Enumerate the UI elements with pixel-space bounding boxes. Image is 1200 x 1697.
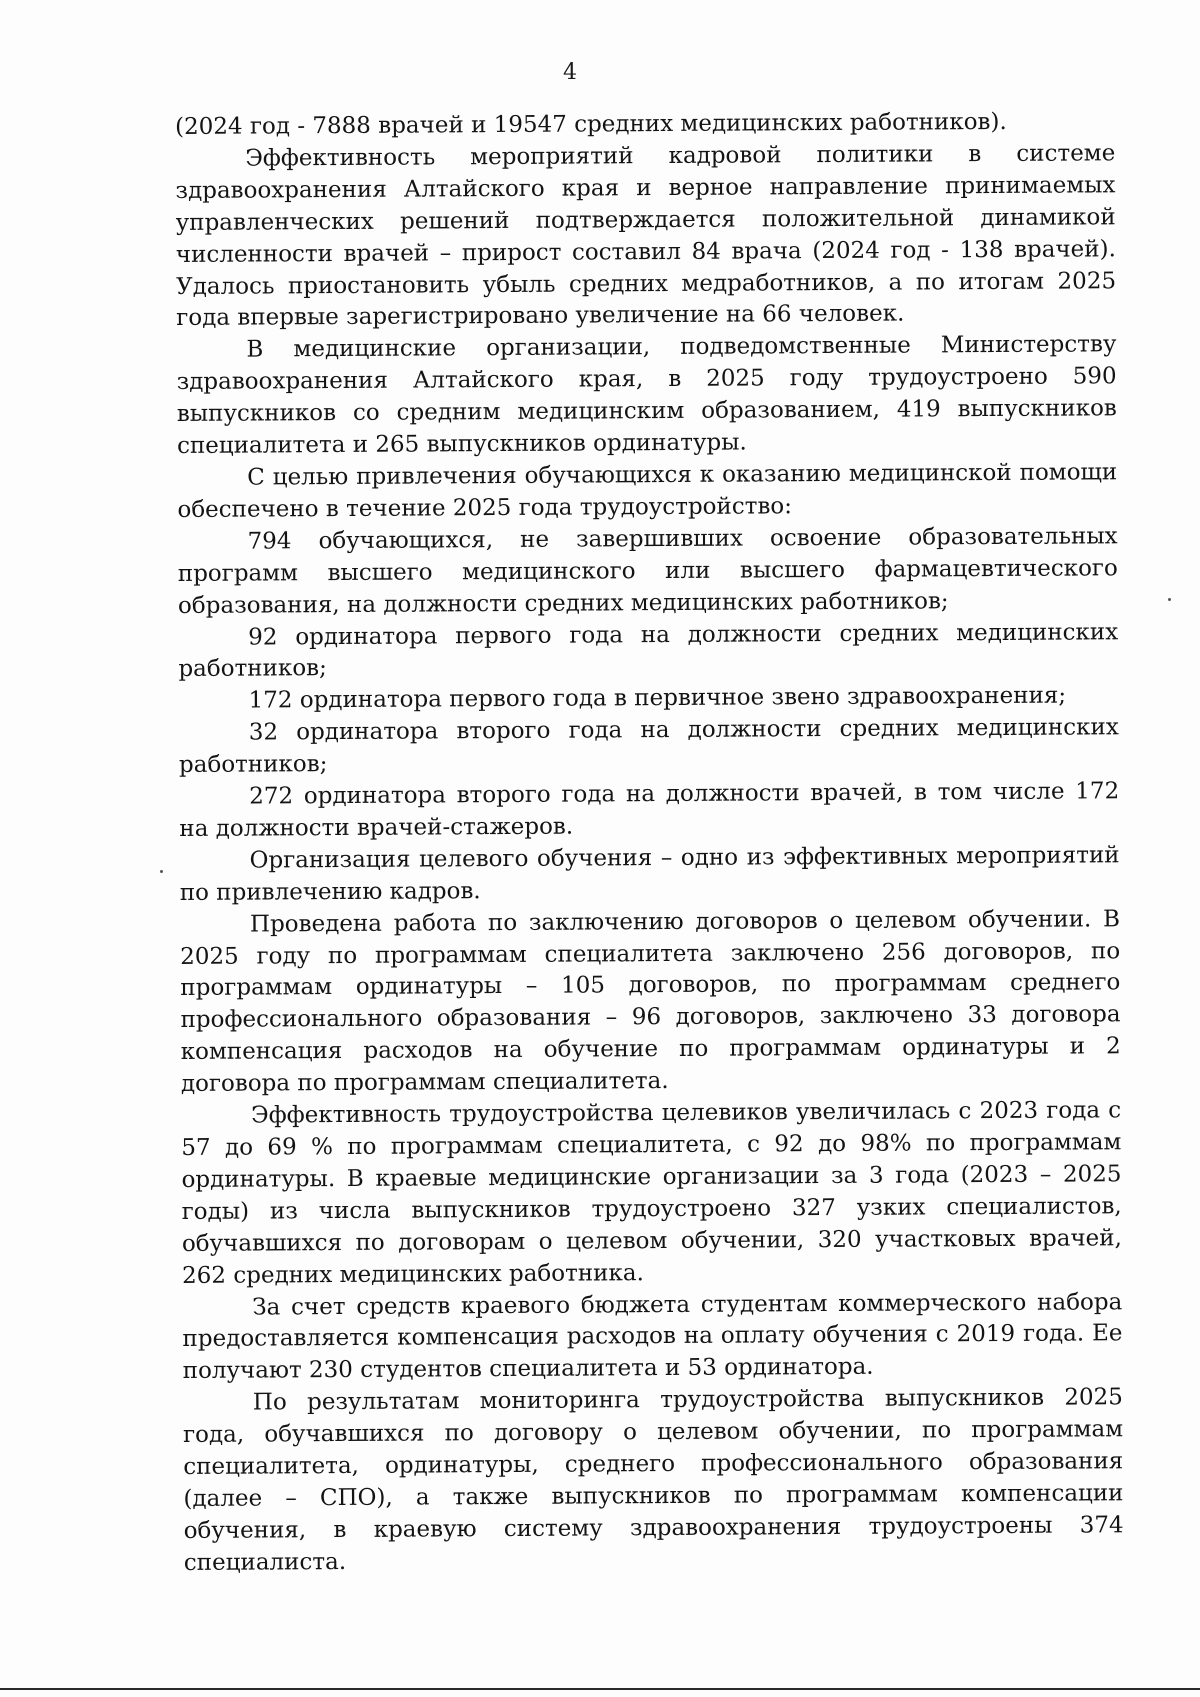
list-item-residents-32: 32 ординатора второго года на должности средних медицинских работников; <box>178 714 1119 779</box>
scan-bottom-edge <box>0 1688 1200 1690</box>
list-item-students-794: 794 обучающихся, не завершивших освоение образовательных программ высшего медицинского или высшего фармацевтического образования, на должности средних медицинских работников; <box>177 523 1118 619</box>
paragraph-staffing-effectiveness: Эффективность мероприятий кадровой политики в системе здравоохранения Алтайского края и верное направление принимаемых управленческих решений подтверждается положительной динамикой численности врачей – прирост составил 84 врача (2024 год - 138 врачей). Удалось приостановить убыль средних медработников, а по итогам 2025 года впервые зарегистрировано увеличение на 66 человек. <box>175 140 1117 332</box>
document-body <box>175 106 1124 1579</box>
page-number: 4 <box>563 60 577 85</box>
paragraph-targeted-contracts: Проведена работа по заключению договоров о целевом обучении. В 2025 году по программам специалитета заключено 256 договоров, по программам ординатуры – 105 договоров, по программам среднего профессионального образования – 96 договоров, заключено 33 договора компенсация расходов на обучение по программам ординатуры и 2 договора по программам специалитета. <box>180 905 1121 1098</box>
list-item-residents-92: 92 ординатора первого года на должности средних медицинских работников; <box>178 618 1119 683</box>
scan-speck <box>1168 598 1171 601</box>
paragraph-monitoring-results: По результатам мониторинга трудоустройства выпускников 2025 года, обучавшихся по договору о целевом обучении, по программам специалитета, ординатуры, среднего профессионального образования (далее – СПО), а также выпускников по программам компенсации обучения, в краевую систему здравоохранения трудоустроены 374 специалиста. <box>183 1384 1124 1576</box>
paragraph-students-employment-intro: С целью привлечения обучающихся к оказанию медицинской помощи обеспечено в течение 2025 года трудоустройство: <box>177 459 1118 523</box>
paragraph-continuation: (2024 год - 7888 врачей и 19547 средних медицинских работников). <box>175 108 1007 140</box>
paragraph-graduates-employed: В медицинские организации, подведомственные Министерству здравоохранения Алтайского края, в 2025 году трудоустроено 590 выпускников со средним медицинским образованием, 419 выпускников специалитета и 265 выпускников ординатуры. <box>176 331 1117 460</box>
scan-speck <box>160 870 163 873</box>
list-item-residents-172: 172 ординатора первого года в первичное звено здравоохранения; <box>248 682 1067 714</box>
list-item-residents-272: 272 ординатора второго года на должности врачей, в том числе 172 на должности врачей-стажеров. <box>179 778 1120 842</box>
paragraph-targeted-effectiveness: Эффективность трудоустройства целевиков увеличилась с 2023 года с 57 до 69 % по программам специалитета, с 92 до 98% по программам ординатуры. В краевые медицинские организации за 3 года (2023 – 2025 годы) из числа выпускников трудоустроено 327 узких специалистов, обучавшихся по договорам о целевом обучении, 320 участковых врачей, 262 средних медицинских работника. <box>181 1097 1122 1289</box>
paragraph-tuition-compensation: За счет средств краевого бюджета студентам коммерческого набора предоставляется компенсация расходов на оплату обучения с 2019 года. Ее получают 230 студентов специалитета и 53 ординатора. <box>182 1288 1123 1385</box>
paragraph-targeted-training: Организация целевого обучения – одно из эффективных мероприятий по привлечению кадров. <box>179 842 1120 906</box>
